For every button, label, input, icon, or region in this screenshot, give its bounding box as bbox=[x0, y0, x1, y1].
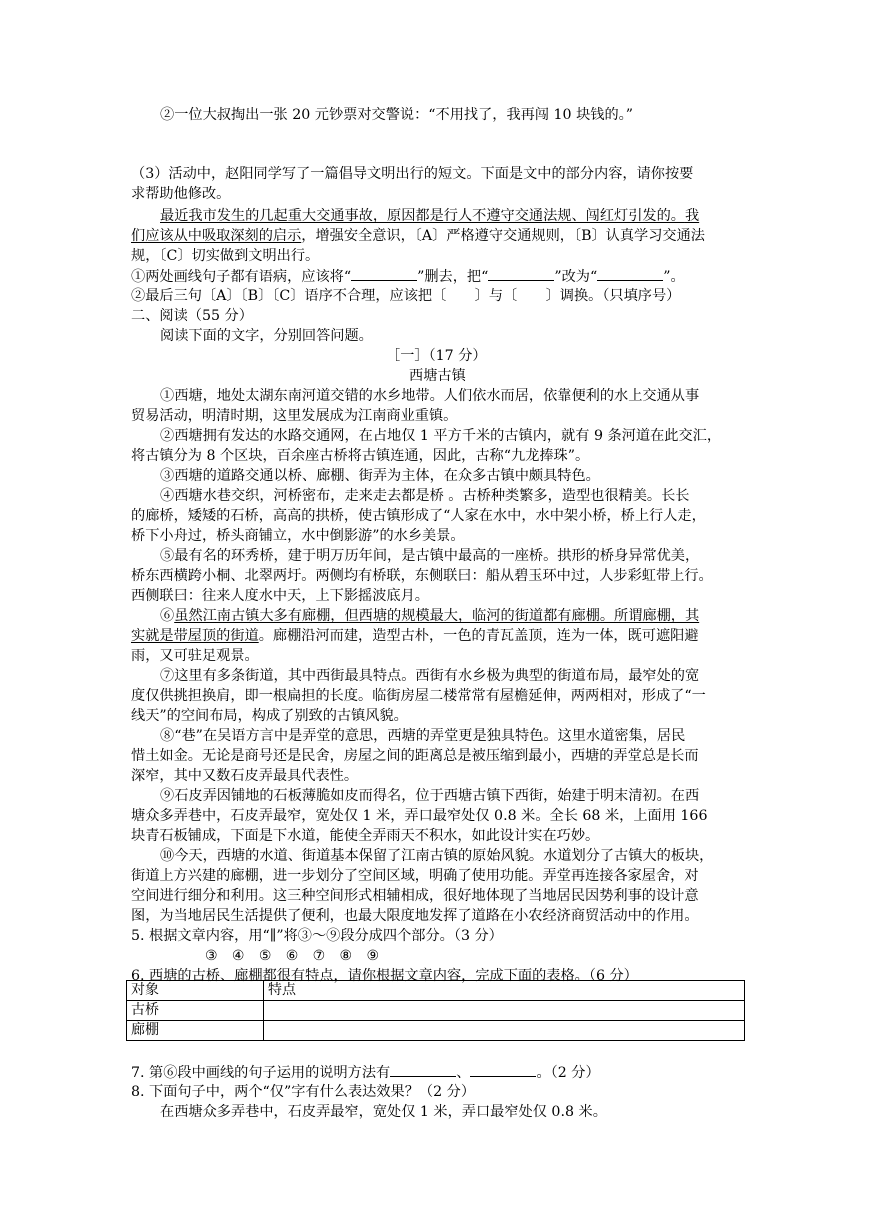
article-line: 线天”的空间布局，构成了别致的古镇风貌。 bbox=[131, 708, 408, 724]
q3-item-2: ②最后三句〔A〕〔B〕〔C〕语序不合理，应该把〔 〕与〔 〕调换。（只填序号） bbox=[131, 288, 681, 304]
answer-blank-2[interactable] bbox=[488, 266, 554, 281]
table-row bbox=[127, 1021, 745, 1041]
table-header-row bbox=[127, 981, 745, 1001]
article-line: ⑩今天，西塘的水道、街道基本保留了江南古镇的原始风貌。水道划分了古镇大的板块， bbox=[160, 848, 714, 864]
q3-paragraph-line-3: 规，〔C〕切实做到文明出行。 bbox=[131, 248, 320, 264]
article-line: 空间进行细分和利用。这三种空间形式相辅相成，很好地体现了当地居民因势利事的设计意 bbox=[131, 888, 699, 904]
paragraph-number: ⑥ bbox=[160, 608, 175, 624]
article-line: ③西塘的道路交通以桥、廊棚、街弄为主体，在众多古镇中颇具特色。 bbox=[160, 468, 600, 484]
article-line: 西侧联曰：往来人度水中天，上下影摇波底月。 bbox=[131, 588, 429, 604]
underlined-sentence-2-end: 们应该从中吸取深刻的启示 bbox=[131, 228, 302, 244]
table-cell-object: 古桥 bbox=[127, 1001, 264, 1021]
question-7 bbox=[131, 1062, 600, 1083]
article-line: ⑨石皮弄因铺地的石板薄脆如皮而得名，位于西塘古镇下西街，始建于明末清初。在西 bbox=[160, 788, 700, 804]
article-line: ⑧“巷”在吴语方言中是弄堂的意思，西塘的弄堂更是独具特色。这里水道密集，居民 bbox=[160, 728, 686, 744]
underlined-sentence: 虽然江南古镇大多有廊棚，但西塘的规模最大，临河的街道都有廊棚。所谓廊棚，其 bbox=[174, 608, 700, 624]
underlined-sentence-2-start: 我 bbox=[684, 208, 700, 224]
article-line: ④西塘水巷交织，河桥密布，走来走去都是桥 。古桥种类繁多，造型也很精美。长长 bbox=[160, 488, 690, 504]
table-cell-object: 廊棚 bbox=[127, 1021, 264, 1041]
table-cell-answer[interactable] bbox=[264, 1021, 745, 1041]
item1-text-c: ”改为“ bbox=[554, 269, 598, 285]
article-line bbox=[131, 626, 699, 646]
article-line: 贸易活动，明清时期，这里发展成为江南商业重镇。 bbox=[131, 408, 458, 424]
q3-paragraph-line-1 bbox=[160, 206, 699, 226]
article-line: 桥东西横跨小桐、北翠两圩。两侧均有桥联，东侧联曰：船从碧玉环中过，人步彩虹带上行。 bbox=[131, 568, 713, 584]
q7-text-c: 。（2 分） bbox=[536, 1065, 600, 1081]
answer-blank-q7-1[interactable] bbox=[390, 1062, 456, 1077]
feature-table bbox=[126, 980, 745, 1041]
article-line: 雨，又可驻足观景。 bbox=[131, 648, 259, 664]
answer-blank-1[interactable] bbox=[351, 266, 417, 281]
article-line: 度仅供挑担换肩，即一根扁担的长度。临街房屋二楼常常有屋檐延伸，两两相对，形成了“一 bbox=[131, 688, 706, 704]
q3-item-1 bbox=[131, 266, 685, 287]
q3-paragraph-text: ，增强安全意识，〔A〕严格遵守交通规则，〔B〕认真学习交通法 bbox=[301, 228, 705, 244]
article-line: ②西塘拥有发达的水路交通网，在占地仅 1 平方千米的古镇内，就有 9 条河道在此交汇， bbox=[160, 428, 722, 444]
article-line: 街道上方兴建的廊棚，进一步划分了空间区域，明确了使用功能。弄堂再连接各家屋舍，对 bbox=[131, 868, 699, 884]
answer-blank-3[interactable] bbox=[597, 266, 663, 281]
item1-text-a: ①两处画线句子都有语病，应该将“ bbox=[131, 269, 352, 285]
article-line: 的廊桥，矮矮的石桥，高高的拱桥，使古镇形成了“人家在水中，水中架小桥，桥上行人走， bbox=[131, 508, 706, 524]
table-header-cell: 对象 bbox=[127, 981, 264, 1001]
question-5: 5. 根据文章内容，用“∥”将③～⑨段分成四个部分。（3 分） bbox=[131, 928, 503, 944]
q7-text-a: 7. 第⑥段中画线的句子运用的说明方法有 bbox=[131, 1065, 391, 1081]
article-line: ①西塘，地处太湖东南河道交错的水乡地带。人们依水而居，依靠便利的水上交通从事 bbox=[160, 388, 700, 404]
question-6: 6. 西塘的古桥、廊棚都很有特点，请你根据文章内容，完成下面的表格。（6 分） bbox=[131, 968, 638, 984]
article-line: 深窄，其中又数石皮弄最具代表性。 bbox=[131, 768, 359, 784]
underlined-sentence: 实就是带屋顶的街道 bbox=[131, 628, 259, 644]
part-label: ［一］（17 分） bbox=[386, 348, 487, 364]
article-line: 惜土如金。无论是商号还是民舍，房屋之间的距离总是被压缩到最小，西塘的弄堂总是长而 bbox=[131, 748, 699, 764]
article-line: 块青石板铺成，下面是下水道，能使全弄雨天不积水，如此设计实在巧妙。 bbox=[131, 828, 600, 844]
article-line: 图，为当地居民生活提供了便利，也最大限度地发挥了道路在小农经济商贸活动中的作用。 bbox=[131, 908, 699, 924]
article-line: ⑦这里有多条街道，其中西街最具特点。西街有水乡极为典型的街道布局，最窄处的宽 bbox=[160, 668, 700, 684]
paragraph-sequence[interactable]: ③ ④ ⑤ ⑥ ⑦ ⑧ ⑨ bbox=[205, 948, 380, 964]
article-text: 。廊棚沿河而建，造型古朴，一色的青瓦盖顶，连为一体，既可遮阳避 bbox=[258, 628, 699, 644]
article-line: 塘众多弄巷中，石皮弄最窄，宽处仅 1 米，弄口最窄处仅 0.8 米。全长 68 米，上面用 166 bbox=[131, 808, 708, 824]
underlined-sentence-1: 最近我市发生的几起重大交通事故，原因都是行人不遵守交通法规、闯红灯引发的。 bbox=[160, 208, 685, 224]
q3-intro-2: 求帮助他修改。 bbox=[131, 186, 231, 202]
item1-text-d: ”。 bbox=[663, 269, 685, 285]
q2-line: ②一位大叔掏出一张 20 元钞票对交警说：“不用找了，我再闯 10 块钱的。” bbox=[160, 107, 633, 123]
article-line: 将古镇分为 8 个区块，百余座古桥将古镇连通，因此，古称“九龙捧珠”。 bbox=[131, 448, 590, 464]
item1-text-b: ”删去，把“ bbox=[417, 269, 489, 285]
table-row bbox=[127, 1001, 745, 1021]
table-header-cell: 特点 bbox=[264, 981, 745, 1001]
question-8-quote: 在西塘众多弄巷中，石皮弄最窄，宽处仅 1 米，弄口最窄处仅 0.8 米。 bbox=[160, 1104, 607, 1120]
section-heading: 二、阅读（55 分） bbox=[131, 308, 253, 324]
article-line bbox=[160, 606, 699, 626]
table-cell-answer[interactable] bbox=[264, 1001, 745, 1021]
q7-text-b: 、 bbox=[456, 1065, 471, 1081]
question-8: 8. 下面句子中，两个“仅”字有什么表达效果？（2 分） bbox=[131, 1084, 476, 1100]
q3-intro-1: （3）活动中，赵阳同学写了一篇倡导文明出行的短文。下面是文中的部分内容，请你按要 bbox=[131, 166, 694, 182]
article-line: 桥下小舟过，桥头商铺立，水中倒影游”的水乡美景。 bbox=[131, 528, 465, 544]
reading-instruction: 阅读下面的文字，分别回答问题。 bbox=[160, 328, 373, 344]
article-line: ⑤最有名的环秀桥，建于明万历年间，是古镇中最高的一座桥。拱形的桥身异常优美， bbox=[160, 548, 700, 564]
article-title: 西塘古镇 bbox=[409, 368, 466, 384]
answer-blank-q7-2[interactable] bbox=[470, 1062, 536, 1077]
q3-paragraph-line-2 bbox=[131, 226, 705, 246]
